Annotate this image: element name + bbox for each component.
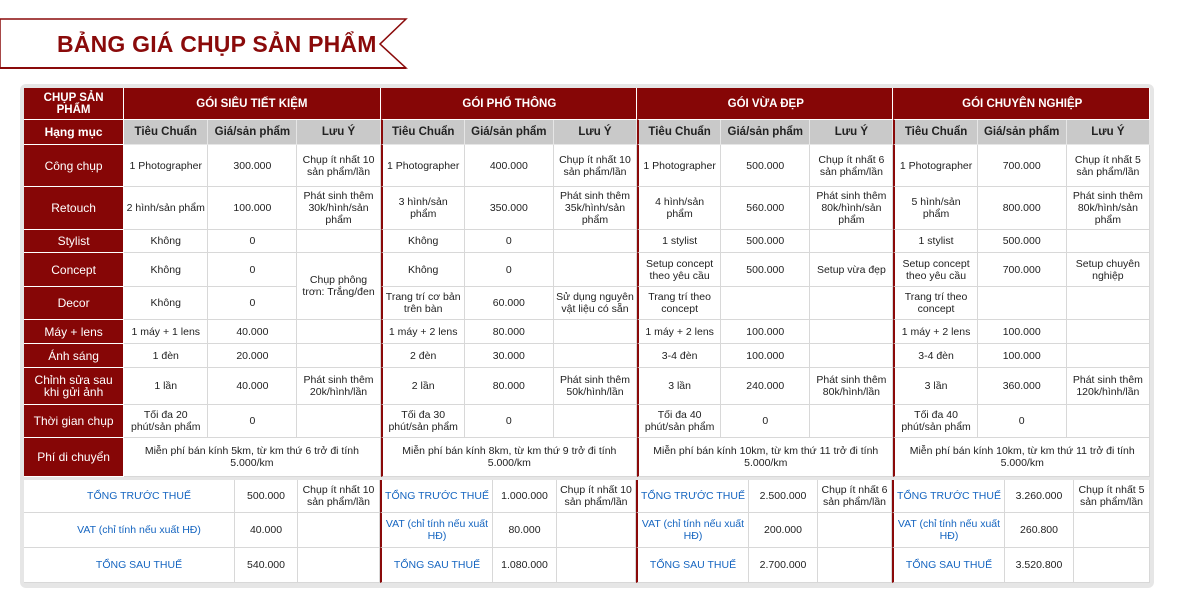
standard-cell: Tối đa 20 phút/sản phẩm bbox=[124, 405, 208, 438]
note-cell bbox=[1067, 320, 1150, 344]
price-cell: 800.000 bbox=[978, 187, 1067, 230]
standard-cell: 1 máy + 2 lens bbox=[637, 320, 721, 344]
category-cell: Retouch bbox=[24, 187, 124, 230]
subcolumn-header: Giá/sản phẩm bbox=[208, 120, 297, 145]
vat-label: VAT (chỉ tính nếu xuất HĐ) bbox=[892, 513, 1005, 548]
standard-cell: Trang trí theo concept bbox=[637, 287, 721, 320]
pre-tax-value: 500.000 bbox=[235, 480, 298, 513]
spacer bbox=[24, 513, 44, 548]
note-cell bbox=[1067, 344, 1150, 368]
standard-cell: 1 máy + 1 lens bbox=[124, 320, 208, 344]
package-header: GÓI VỪA ĐẸP bbox=[637, 88, 893, 120]
note-cell: Phát sinh thêm 80k/hình/lần bbox=[810, 368, 893, 405]
note-cell: Chụp ít nhất 10 sản phẩm/lần bbox=[554, 145, 637, 187]
note-cell: Setup vừa đẹp bbox=[810, 253, 893, 287]
price-cell: 0 bbox=[721, 405, 810, 438]
vat-label: VAT (chỉ tính nếu xuất HĐ) bbox=[380, 513, 493, 548]
note-cell: Setup chuyên nghiệp bbox=[1067, 253, 1150, 287]
standard-cell: 2 lần bbox=[381, 368, 465, 405]
standard-cell: 1 Photographer bbox=[124, 145, 208, 187]
standard-cell: Trang trí theo concept bbox=[893, 287, 977, 320]
table-row bbox=[24, 145, 1150, 187]
totals-note-cell bbox=[1074, 548, 1150, 583]
category-cell: Máy + lens bbox=[24, 320, 124, 344]
price-cell: 100.000 bbox=[721, 344, 810, 368]
price-cell: 20.000 bbox=[208, 344, 297, 368]
note-cell bbox=[810, 287, 893, 320]
price-cell: 100.000 bbox=[721, 320, 810, 344]
note-cell: Chụp ít nhất 6 sản phẩm/lần bbox=[810, 145, 893, 187]
note-cell bbox=[297, 344, 380, 368]
totals-note-cell bbox=[298, 548, 380, 583]
note-cell bbox=[810, 344, 893, 368]
note-cell bbox=[554, 230, 637, 253]
price-cell: 0 bbox=[465, 253, 554, 287]
after-tax-label: TỔNG SAU THUẾ bbox=[44, 548, 235, 583]
standard-cell: Không bbox=[381, 230, 465, 253]
subcolumn-header: Tiêu Chuẩn bbox=[381, 120, 465, 145]
travel-fee-cell: Miễn phí bán kính 8km, từ km thứ 9 trở đi tính 5.000/km bbox=[381, 438, 637, 477]
category-header: Hạng mục bbox=[24, 120, 124, 145]
standard-cell: 3 lần bbox=[637, 368, 721, 405]
after-tax-label: TỔNG SAU THUẾ bbox=[636, 548, 749, 583]
totals-note-cell: Chụp ít nhất 5 sản phẩm/lần bbox=[1074, 480, 1150, 513]
totals-note-cell bbox=[1074, 513, 1150, 548]
package-header: GÓI PHỔ THÔNG bbox=[381, 88, 637, 120]
table-row bbox=[24, 368, 1150, 405]
note-cell bbox=[297, 405, 380, 438]
price-cell: 0 bbox=[208, 230, 297, 253]
after-tax-label: TỔNG SAU THUẾ bbox=[380, 548, 493, 583]
category-cell: Thời gian chụp bbox=[24, 405, 124, 438]
standard-cell: 1 stylist bbox=[893, 230, 977, 253]
totals-row bbox=[24, 480, 1150, 513]
table-row bbox=[24, 187, 1150, 230]
price-cell: 700.000 bbox=[978, 145, 1067, 187]
totals-note-cell: Chụp ít nhất 10 sản phẩm/lần bbox=[298, 480, 380, 513]
note-cell bbox=[810, 230, 893, 253]
after-tax-value: 3.520.800 bbox=[1005, 548, 1074, 583]
pre-tax-label: TỔNG TRƯỚC THUẾ bbox=[44, 480, 235, 513]
spacer bbox=[24, 548, 44, 583]
category-cell: Concept bbox=[24, 253, 124, 287]
standard-cell: Không bbox=[124, 230, 208, 253]
price-cell bbox=[978, 287, 1067, 320]
price-cell: 500.000 bbox=[721, 253, 810, 287]
note-cell bbox=[554, 253, 637, 287]
price-cell: 400.000 bbox=[465, 145, 554, 187]
note-cell: Phát sinh thêm 50k/hình/lần bbox=[554, 368, 637, 405]
price-cell: 500.000 bbox=[721, 230, 810, 253]
standard-cell: Không bbox=[124, 287, 208, 320]
note-cell bbox=[810, 320, 893, 344]
note-cell: Phát sinh thêm 80k/hình/sản phẩm bbox=[1067, 187, 1150, 230]
standard-cell: 2 đèn bbox=[381, 344, 465, 368]
price-cell: 0 bbox=[465, 230, 554, 253]
package-header: GÓI CHUYÊN NGHIỆP bbox=[893, 88, 1150, 120]
standard-cell: 3 lần bbox=[893, 368, 977, 405]
after-tax-label: TỔNG SAU THUẾ bbox=[892, 548, 1005, 583]
note-cell bbox=[810, 405, 893, 438]
pre-tax-label: TỔNG TRƯỚC THUẾ bbox=[636, 480, 749, 513]
note-cell bbox=[297, 230, 380, 253]
page-title: BẢNG GIÁ CHỤP SẢN PHẨM bbox=[57, 31, 377, 57]
price-cell: 0 bbox=[465, 405, 554, 438]
price-cell: 0 bbox=[208, 253, 297, 287]
table-row bbox=[24, 320, 1150, 344]
category-cell: Chỉnh sửa sau khi gửi ảnh bbox=[24, 368, 124, 405]
standard-cell: Không bbox=[124, 253, 208, 287]
totals-note-cell bbox=[557, 513, 636, 548]
price-cell: 80.000 bbox=[465, 368, 554, 405]
totals-note-cell: Chụp ít nhất 6 sản phẩm/lần bbox=[818, 480, 892, 513]
table-row bbox=[24, 230, 1150, 253]
subcolumn-header: Tiêu Chuẩn bbox=[893, 120, 977, 145]
note-cell: Phát sinh thêm 80k/hình/sản phẩm bbox=[810, 187, 893, 230]
standard-cell: 4 hình/sản phẩm bbox=[637, 187, 721, 230]
spacer bbox=[24, 480, 44, 513]
price-cell: 40.000 bbox=[208, 368, 297, 405]
standard-cell: Không bbox=[381, 253, 465, 287]
subcolumn-header: Lưu Ý bbox=[554, 120, 637, 145]
price-cell: 500.000 bbox=[721, 145, 810, 187]
category-cell: Ánh sáng bbox=[24, 344, 124, 368]
travel-fee-cell: Miễn phí bán kính 5km, từ km thứ 6 trở đi tính 5.000/km bbox=[124, 438, 380, 477]
standard-cell: 1 Photographer bbox=[381, 145, 465, 187]
price-cell: 60.000 bbox=[465, 287, 554, 320]
subcolumn-header: Lưu Ý bbox=[297, 120, 380, 145]
note-cell: Phát sinh thêm 120k/hình/lần bbox=[1067, 368, 1150, 405]
price-cell: 500.000 bbox=[978, 230, 1067, 253]
price-cell: 700.000 bbox=[978, 253, 1067, 287]
price-cell: 100.000 bbox=[978, 344, 1067, 368]
price-cell: 0 bbox=[208, 287, 297, 320]
subcolumn-header: Lưu Ý bbox=[1067, 120, 1150, 145]
standard-cell: 1 Photographer bbox=[893, 145, 977, 187]
note-cell: Phát sinh thêm 20k/hình/lần bbox=[297, 368, 380, 405]
table-row bbox=[24, 344, 1150, 368]
standard-cell: 3-4 đèn bbox=[637, 344, 721, 368]
table-row bbox=[24, 287, 1150, 320]
table-row bbox=[24, 253, 1150, 287]
totals-note-cell: Chụp ít nhất 10 sản phẩm/lần bbox=[557, 480, 636, 513]
note-cell: Chụp ít nhất 10 sản phẩm/lần bbox=[297, 145, 380, 187]
subcolumn-header: Giá/sản phẩm bbox=[978, 120, 1067, 145]
standard-cell: Setup concept theo yêu cầu bbox=[637, 253, 721, 287]
totals-note-cell bbox=[557, 548, 636, 583]
price-cell: 80.000 bbox=[465, 320, 554, 344]
standard-cell: 3 hình/sản phẩm bbox=[381, 187, 465, 230]
note-cell bbox=[1067, 405, 1150, 438]
totals-note-cell bbox=[818, 513, 892, 548]
note-cell bbox=[554, 405, 637, 438]
subcolumn-header: Tiêu Chuẩn bbox=[124, 120, 208, 145]
price-cell: 300.000 bbox=[208, 145, 297, 187]
category-cell: Công chụp bbox=[24, 145, 124, 187]
travel-fee-cell: Miễn phí bán kính 10km, từ km thứ 11 trở đi tính 5.000/km bbox=[893, 438, 1150, 477]
price-cell: 0 bbox=[978, 405, 1067, 438]
price-cell: 100.000 bbox=[978, 320, 1067, 344]
price-cell: 360.000 bbox=[978, 368, 1067, 405]
standard-cell: Setup concept theo yêu cầu bbox=[893, 253, 977, 287]
pre-tax-label: TỔNG TRƯỚC THUẾ bbox=[892, 480, 1005, 513]
note-cell: Chụp phông trơn: Trắng/đen bbox=[297, 253, 380, 320]
after-tax-value: 1.080.000 bbox=[493, 548, 557, 583]
standard-cell: 1 Photographer bbox=[637, 145, 721, 187]
totals-row bbox=[24, 513, 1150, 548]
totals-note-cell bbox=[298, 513, 380, 548]
standard-cell: Tối đa 30 phút/sản phẩm bbox=[381, 405, 465, 438]
standard-cell: 2 hình/sản phẩm bbox=[124, 187, 208, 230]
standard-cell: 1 đèn bbox=[124, 344, 208, 368]
note-cell bbox=[1067, 230, 1150, 253]
price-cell bbox=[721, 287, 810, 320]
pre-tax-value: 3.260.000 bbox=[1005, 480, 1074, 513]
standard-cell: 3-4 đèn bbox=[893, 344, 977, 368]
standard-cell: 1 máy + 2 lens bbox=[893, 320, 977, 344]
price-cell: 240.000 bbox=[721, 368, 810, 405]
pricing-table bbox=[24, 88, 1150, 477]
price-cell: 100.000 bbox=[208, 187, 297, 230]
standard-cell: 5 hình/sản phẩm bbox=[893, 187, 977, 230]
subcolumn-header: Lưu Ý bbox=[810, 120, 893, 145]
subcolumn-header: Giá/sản phẩm bbox=[465, 120, 554, 145]
standard-cell: 1 lần bbox=[124, 368, 208, 405]
price-cell: 0 bbox=[208, 405, 297, 438]
vat-label: VAT (chỉ tính nếu xuất HĐ) bbox=[636, 513, 749, 548]
table-row bbox=[24, 405, 1150, 438]
note-cell bbox=[297, 320, 380, 344]
note-cell bbox=[1067, 287, 1150, 320]
package-header: GÓI SIÊU TIẾT KIỆM bbox=[124, 88, 380, 120]
totals-note-cell bbox=[818, 548, 892, 583]
pre-tax-value: 2.500.000 bbox=[749, 480, 818, 513]
note-cell: Phát sinh thêm 35k/hình/sản phẩm bbox=[554, 187, 637, 230]
standard-cell: 1 máy + 2 lens bbox=[381, 320, 465, 344]
category-cell: Decor bbox=[24, 287, 124, 320]
price-cell: 40.000 bbox=[208, 320, 297, 344]
note-cell: Chụp ít nhất 5 sản phẩm/lần bbox=[1067, 145, 1150, 187]
vat-label: VAT (chỉ tính nếu xuất HĐ) bbox=[44, 513, 235, 548]
price-cell: 560.000 bbox=[721, 187, 810, 230]
corner-header: CHỤP SẢN PHẨM bbox=[24, 88, 124, 120]
note-cell bbox=[554, 344, 637, 368]
after-tax-value: 540.000 bbox=[235, 548, 298, 583]
totals-table bbox=[24, 480, 1150, 583]
price-cell: 350.000 bbox=[465, 187, 554, 230]
standard-cell: Tối đa 40 phút/sản phẩm bbox=[637, 405, 721, 438]
standard-cell: Trang trí cơ bản trên bàn bbox=[381, 287, 465, 320]
note-cell: Sử dụng nguyên vật liệu có sẵn bbox=[554, 287, 637, 320]
category-cell: Stylist bbox=[24, 230, 124, 253]
note-cell bbox=[554, 320, 637, 344]
totals-row bbox=[24, 548, 1150, 583]
after-tax-value: 2.700.000 bbox=[749, 548, 818, 583]
standard-cell: 1 stylist bbox=[637, 230, 721, 253]
vat-value: 200.000 bbox=[749, 513, 818, 548]
pre-tax-value: 1.000.000 bbox=[493, 480, 557, 513]
pre-tax-label: TỔNG TRƯỚC THUẾ bbox=[380, 480, 493, 513]
category-cell: Phí di chuyển bbox=[24, 438, 124, 477]
price-cell: 30.000 bbox=[465, 344, 554, 368]
vat-value: 260.800 bbox=[1005, 513, 1074, 548]
subcolumn-header: Giá/sản phẩm bbox=[721, 120, 810, 145]
vat-value: 40.000 bbox=[235, 513, 298, 548]
note-cell: Phát sinh thêm 30k/hình/sản phẩm bbox=[297, 187, 380, 230]
standard-cell: Tối đa 40 phút/sản phẩm bbox=[893, 405, 977, 438]
subcolumn-header: Tiêu Chuẩn bbox=[637, 120, 721, 145]
travel-fee-cell: Miễn phí bán kính 10km, từ km thứ 11 trở đi tính 5.000/km bbox=[637, 438, 893, 477]
vat-value: 80.000 bbox=[493, 513, 557, 548]
